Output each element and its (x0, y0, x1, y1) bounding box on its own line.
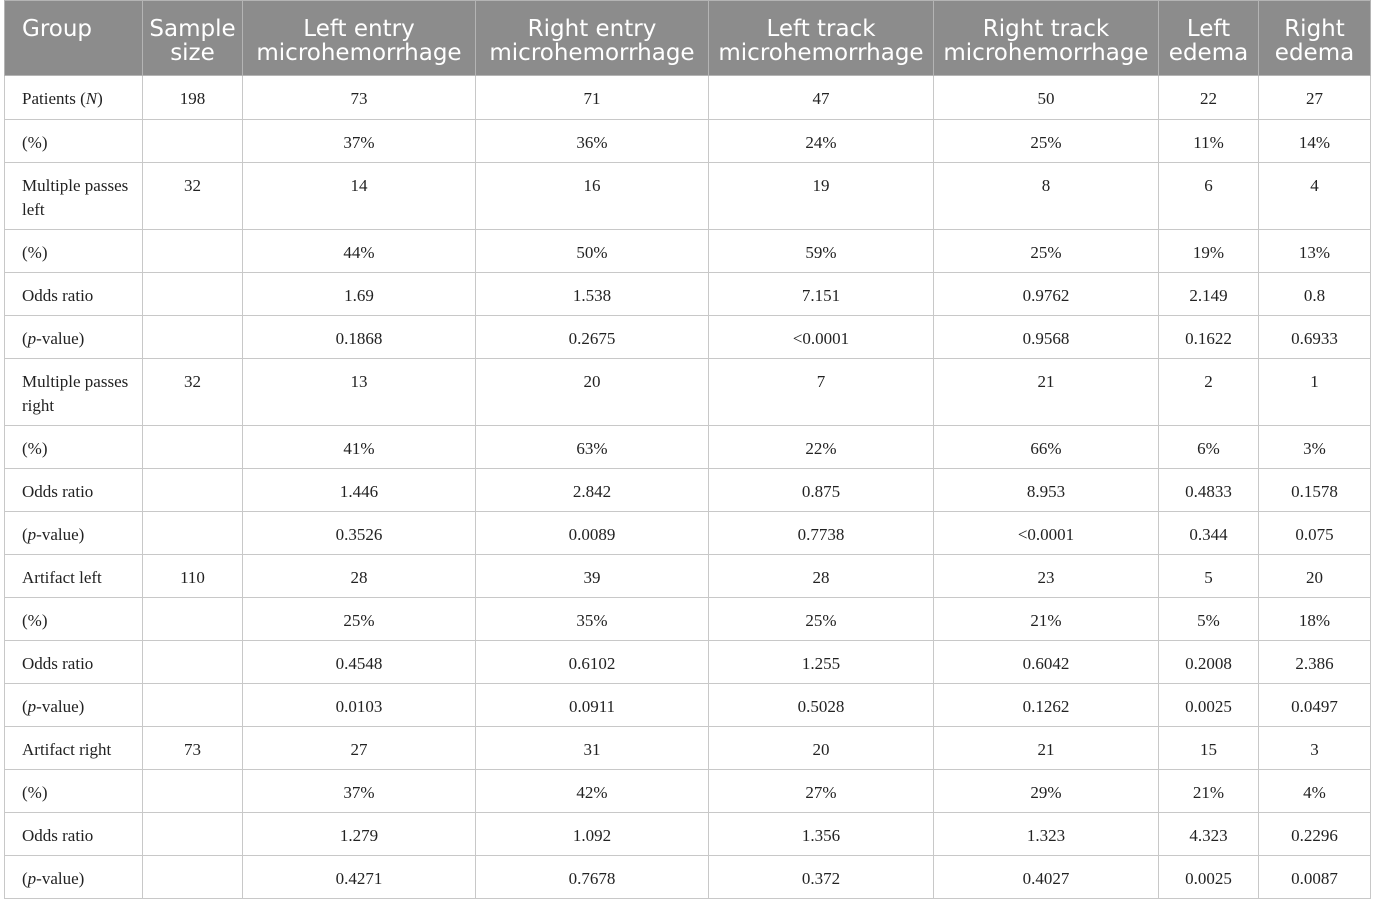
left-edema-cell: 2 (1159, 359, 1259, 426)
left-track-cell: 1.356 (709, 813, 934, 856)
left-entry-cell: 1.279 (243, 813, 476, 856)
right-track-cell: 8.953 (934, 469, 1159, 512)
left-edema-cell: 11% (1159, 120, 1259, 163)
left-edema-cell: 5 (1159, 555, 1259, 598)
table-row (5, 813, 1371, 856)
group-cell (5, 359, 143, 426)
group-label: (%) (22, 243, 48, 262)
sample-size-cell (143, 512, 243, 555)
left-track-cell: 24% (709, 120, 934, 163)
left-entry-cell: 13 (243, 359, 476, 426)
group-cell (5, 230, 143, 273)
right-edema-cell: 0.0497 (1259, 684, 1371, 727)
sample-size-cell: 32 (143, 163, 243, 230)
table-body (5, 76, 1371, 899)
right-edema-cell: 13% (1259, 230, 1371, 273)
right-entry-cell: 35% (476, 598, 709, 641)
left-edema-cell: 15 (1159, 727, 1259, 770)
left-track-cell: 0.7738 (709, 512, 934, 555)
group-cell (5, 856, 143, 899)
sample-size-cell (143, 469, 243, 512)
group-label: (%) (22, 439, 48, 458)
left-track-cell: 25% (709, 598, 934, 641)
right-entry-cell: 31 (476, 727, 709, 770)
group-label: Artifact right (22, 740, 112, 759)
group-label: (%) (22, 611, 48, 630)
left-entry-cell: 25% (243, 598, 476, 641)
table-row (5, 469, 1371, 512)
left-track-cell: 1.255 (709, 641, 934, 684)
table-row (5, 598, 1371, 641)
right-edema-cell: 0.0087 (1259, 856, 1371, 899)
right-edema-cell: 0.2296 (1259, 813, 1371, 856)
right-entry-cell: 50% (476, 230, 709, 273)
left-entry-cell: 41% (243, 426, 476, 469)
right-entry-cell: 20 (476, 359, 709, 426)
table-row (5, 120, 1371, 163)
group-label: Multiple passes right (22, 372, 129, 415)
group-cell (5, 555, 143, 598)
group-label-suffix: -value) (36, 697, 85, 716)
header-left-entry: Left entry microhemorrhage (243, 1, 476, 76)
left-track-cell: 59% (709, 230, 934, 273)
right-entry-cell: 0.0089 (476, 512, 709, 555)
table-row (5, 273, 1371, 316)
right-edema-cell: 3 (1259, 727, 1371, 770)
left-edema-cell: 6% (1159, 426, 1259, 469)
sample-size-cell: 32 (143, 359, 243, 426)
right-entry-cell: 71 (476, 76, 709, 120)
table-row (5, 555, 1371, 598)
left-entry-cell: 37% (243, 770, 476, 813)
right-track-cell: 0.9568 (934, 316, 1159, 359)
group-label-italic: p (27, 697, 37, 716)
right-track-cell: 66% (934, 426, 1159, 469)
group-label-italic: p (27, 869, 37, 888)
group-label-italic: N (85, 89, 98, 108)
left-edema-cell: 5% (1159, 598, 1259, 641)
group-label: Odds ratio (22, 286, 94, 305)
table-row (5, 359, 1371, 426)
left-track-cell: 7 (709, 359, 934, 426)
group-label-suffix: -value) (36, 329, 85, 348)
right-edema-cell: 1 (1259, 359, 1371, 426)
sample-size-cell (143, 770, 243, 813)
table-row (5, 512, 1371, 555)
group-cell (5, 684, 143, 727)
sample-size-cell (143, 316, 243, 359)
right-entry-cell: 0.0911 (476, 684, 709, 727)
left-entry-cell: 27 (243, 727, 476, 770)
sample-size-cell: 73 (143, 727, 243, 770)
left-edema-cell: 0.4833 (1159, 469, 1259, 512)
right-edema-cell: 0.1578 (1259, 469, 1371, 512)
sample-size-cell (143, 813, 243, 856)
right-track-cell: 0.1262 (934, 684, 1159, 727)
left-edema-cell: 0.0025 (1159, 856, 1259, 899)
left-edema-cell: 6 (1159, 163, 1259, 230)
left-track-cell: 0.372 (709, 856, 934, 899)
left-track-cell: 27% (709, 770, 934, 813)
left-edema-cell: 0.1622 (1159, 316, 1259, 359)
right-edema-cell: 0.075 (1259, 512, 1371, 555)
group-cell (5, 76, 143, 120)
left-entry-cell: 0.3526 (243, 512, 476, 555)
sample-size-cell (143, 641, 243, 684)
right-edema-cell: 3% (1259, 426, 1371, 469)
header-left-edema: Left edema (1159, 1, 1259, 76)
sample-size-cell (143, 598, 243, 641)
right-edema-cell: 4 (1259, 163, 1371, 230)
left-track-cell: 7.151 (709, 273, 934, 316)
sample-size-cell (143, 273, 243, 316)
right-track-cell: 23 (934, 555, 1159, 598)
group-cell (5, 163, 143, 230)
right-entry-cell: 0.2675 (476, 316, 709, 359)
sample-size-cell: 198 (143, 76, 243, 120)
group-label: ( (22, 525, 28, 544)
left-track-cell: 47 (709, 76, 934, 120)
right-entry-cell: 1.092 (476, 813, 709, 856)
right-track-cell: 0.6042 (934, 641, 1159, 684)
table-row (5, 76, 1371, 120)
left-track-cell: 28 (709, 555, 934, 598)
sample-size-cell (143, 684, 243, 727)
left-entry-cell: 1.69 (243, 273, 476, 316)
right-edema-cell: 4% (1259, 770, 1371, 813)
group-cell (5, 469, 143, 512)
left-entry-cell: 44% (243, 230, 476, 273)
left-edema-cell: 0.0025 (1159, 684, 1259, 727)
right-edema-cell: 18% (1259, 598, 1371, 641)
group-cell (5, 120, 143, 163)
left-track-cell: <0.0001 (709, 316, 934, 359)
header-left-track: Left track microhemorrhage (709, 1, 934, 76)
group-label-suffix: -value) (36, 525, 85, 544)
right-track-cell: 25% (934, 230, 1159, 273)
right-track-cell: 21% (934, 598, 1159, 641)
group-label: Patients ( (22, 89, 86, 108)
left-entry-cell: 1.446 (243, 469, 476, 512)
group-cell (5, 727, 143, 770)
right-edema-cell: 14% (1259, 120, 1371, 163)
group-cell (5, 316, 143, 359)
table-row (5, 316, 1371, 359)
header-row (5, 1, 1371, 76)
left-entry-cell: 28 (243, 555, 476, 598)
right-track-cell: 1.323 (934, 813, 1159, 856)
group-label: Odds ratio (22, 826, 94, 845)
group-label-italic: p (27, 329, 37, 348)
group-label: Odds ratio (22, 482, 94, 501)
left-entry-cell: 0.4271 (243, 856, 476, 899)
group-label: Odds ratio (22, 654, 94, 673)
results-table (4, 0, 1371, 899)
table-row (5, 684, 1371, 727)
right-track-cell: 29% (934, 770, 1159, 813)
group-label-suffix: -value) (36, 869, 85, 888)
right-track-cell: 0.4027 (934, 856, 1159, 899)
header-right-edema: Right edema (1259, 1, 1371, 76)
header-right-track: Right track microhemorrhage (934, 1, 1159, 76)
group-label: ( (22, 869, 28, 888)
left-entry-cell: 0.4548 (243, 641, 476, 684)
right-edema-cell: 0.6933 (1259, 316, 1371, 359)
right-track-cell: 21 (934, 727, 1159, 770)
right-entry-cell: 2.842 (476, 469, 709, 512)
left-edema-cell: 0.2008 (1159, 641, 1259, 684)
table-row (5, 163, 1371, 230)
header-right-entry: Right entry microhemorrhage (476, 1, 709, 76)
group-cell (5, 641, 143, 684)
group-label-suffix: ) (97, 89, 103, 108)
group-label: Artifact left (22, 568, 102, 587)
right-track-cell: 50 (934, 76, 1159, 120)
right-track-cell: 0.9762 (934, 273, 1159, 316)
group-cell (5, 273, 143, 316)
right-entry-cell: 42% (476, 770, 709, 813)
group-label: Multiple passes left (22, 176, 129, 219)
right-entry-cell: 0.6102 (476, 641, 709, 684)
table-row (5, 426, 1371, 469)
group-label: ( (22, 329, 28, 348)
left-entry-cell: 0.0103 (243, 684, 476, 727)
right-edema-cell: 27 (1259, 76, 1371, 120)
right-entry-cell: 36% (476, 120, 709, 163)
header-sample-size: Sample size (143, 1, 243, 76)
right-edema-cell: 20 (1259, 555, 1371, 598)
right-track-cell: <0.0001 (934, 512, 1159, 555)
left-track-cell: 19 (709, 163, 934, 230)
right-entry-cell: 39 (476, 555, 709, 598)
group-cell (5, 813, 143, 856)
right-track-cell: 8 (934, 163, 1159, 230)
left-edema-cell: 21% (1159, 770, 1259, 813)
right-edema-cell: 2.386 (1259, 641, 1371, 684)
group-label: (%) (22, 133, 48, 152)
left-edema-cell: 0.344 (1159, 512, 1259, 555)
left-track-cell: 0.5028 (709, 684, 934, 727)
sample-size-cell (143, 856, 243, 899)
group-cell (5, 598, 143, 641)
right-edema-cell: 0.8 (1259, 273, 1371, 316)
left-edema-cell: 19% (1159, 230, 1259, 273)
left-track-cell: 22% (709, 426, 934, 469)
left-entry-cell: 73 (243, 76, 476, 120)
left-entry-cell: 37% (243, 120, 476, 163)
right-entry-cell: 1.538 (476, 273, 709, 316)
group-cell (5, 512, 143, 555)
left-edema-cell: 2.149 (1159, 273, 1259, 316)
group-label: (%) (22, 783, 48, 802)
table-row (5, 641, 1371, 684)
left-track-cell: 20 (709, 727, 934, 770)
right-entry-cell: 63% (476, 426, 709, 469)
sample-size-cell (143, 230, 243, 273)
header-group: Group (5, 1, 143, 76)
left-entry-cell: 0.1868 (243, 316, 476, 359)
table-row (5, 770, 1371, 813)
table-row (5, 727, 1371, 770)
group-label: ( (22, 697, 28, 716)
table-row (5, 230, 1371, 273)
right-entry-cell: 0.7678 (476, 856, 709, 899)
left-track-cell: 0.875 (709, 469, 934, 512)
left-edema-cell: 22 (1159, 76, 1259, 120)
left-edema-cell: 4.323 (1159, 813, 1259, 856)
right-track-cell: 25% (934, 120, 1159, 163)
right-entry-cell: 16 (476, 163, 709, 230)
left-entry-cell: 14 (243, 163, 476, 230)
table-row (5, 856, 1371, 899)
group-cell (5, 770, 143, 813)
group-label-italic: p (27, 525, 37, 544)
sample-size-cell: 110 (143, 555, 243, 598)
sample-size-cell (143, 120, 243, 163)
right-track-cell: 21 (934, 359, 1159, 426)
group-cell (5, 426, 143, 469)
sample-size-cell (143, 426, 243, 469)
